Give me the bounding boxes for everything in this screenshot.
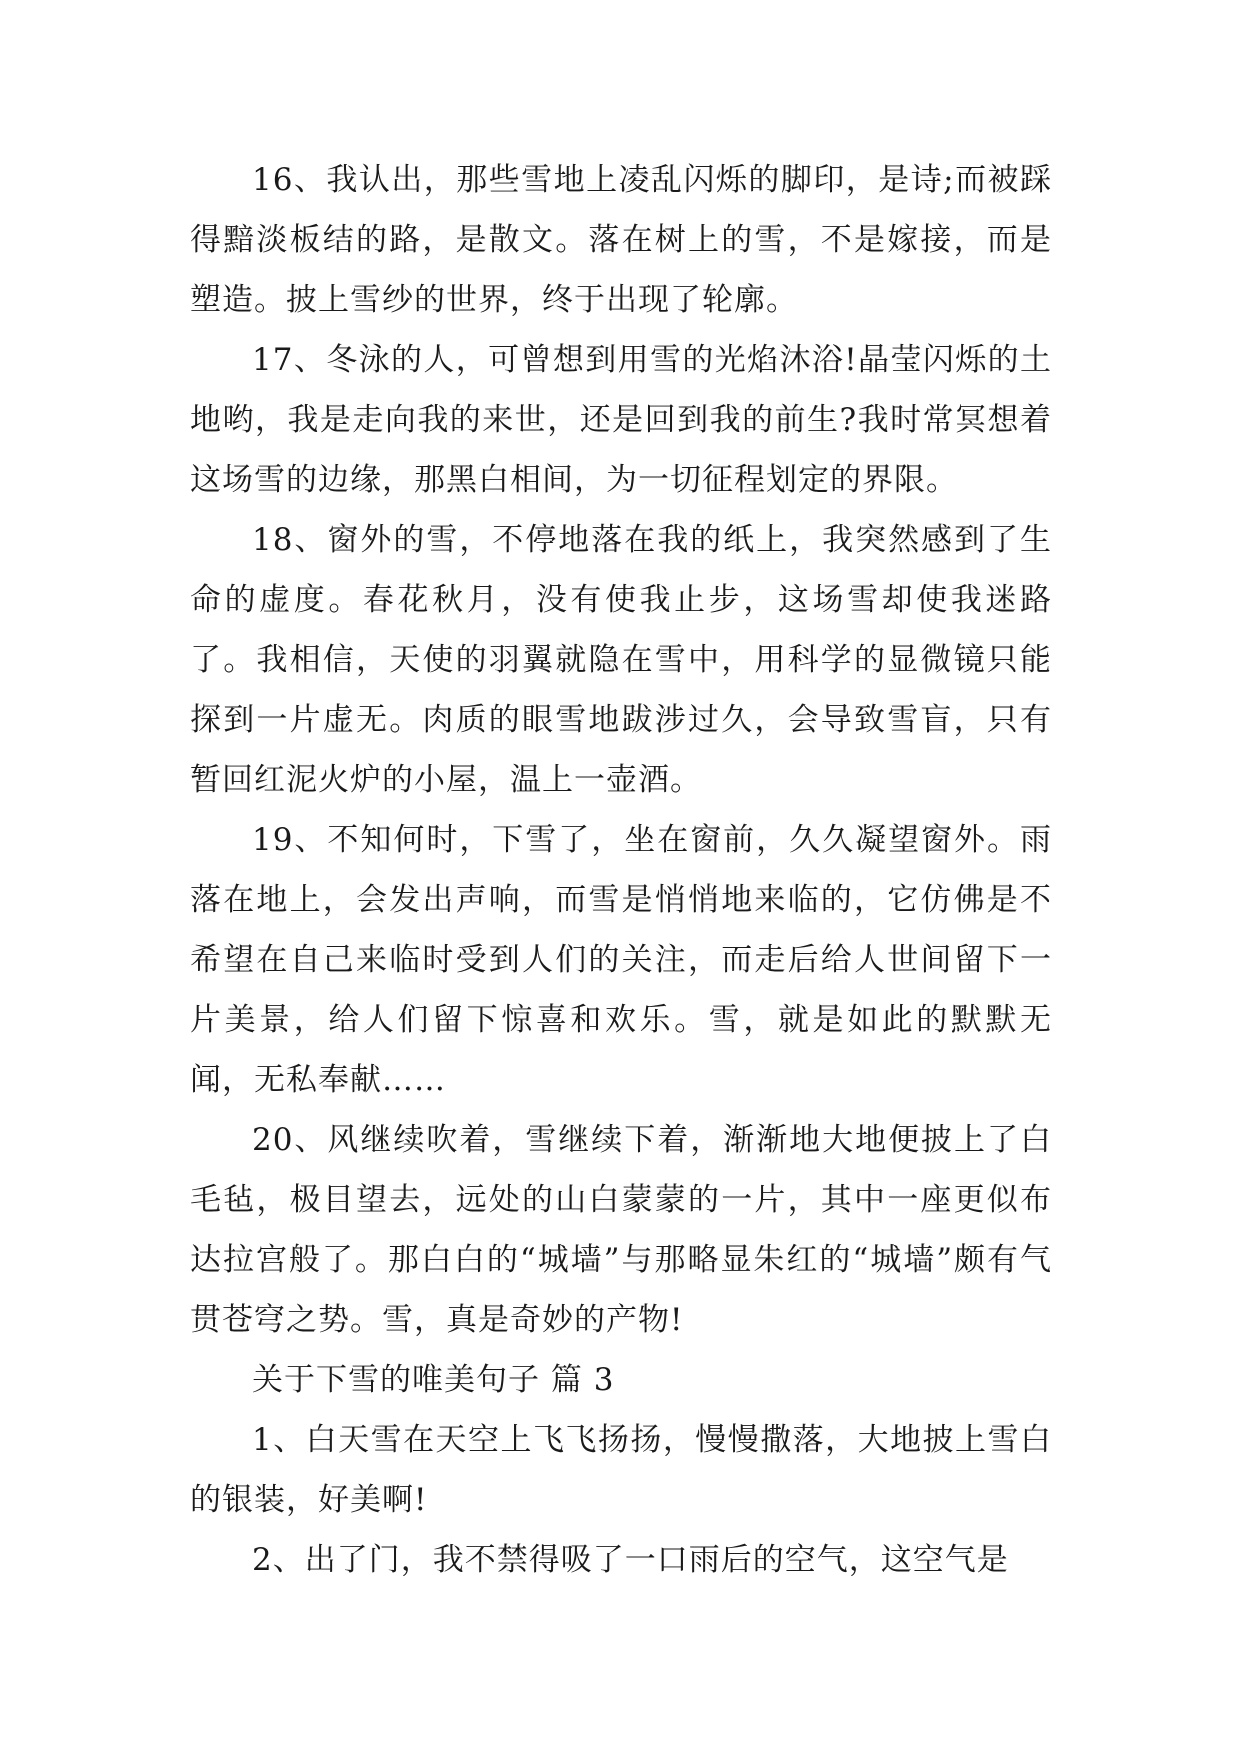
section-paragraph-2: 2、出了门，我不禁得吸了一口雨后的空气，这空气是 (252, 1542, 1009, 1578)
section-heading: 关于下雪的唯美句子 篇 3 (252, 1362, 615, 1398)
paragraph-19: 19、不知何时，下雪了，坐在窗前，久久凝望窗外。雨落在地上，会发出声响，而雪是悄悄地来临的，它仿佛是不希望在自己来临时受到人们的关注，而走后给人世间留下一片美景，给人们留下惊喜和欢乐。雪，就是如此的默默无闻，无私奉献…… (190, 822, 1052, 1098)
paragraph-18: 18、窗外的雪，不停地落在我的纸上，我突然感到了生命的虚度。春花秋月，没有使我止步，这场雪却使我迷路了。我相信，天使的羽翼就隐在雪中，用科学的显微镜只能探到一片虚无。肉质的眼雪地跋涉过久，会导致雪盲，只有暂回红泥火炉的小屋，温上一壶酒。 (190, 522, 1052, 798)
paragraph-20: 20、风继续吹着，雪继续下着，渐渐地大地便披上了白毛毡，极目望去，远处的山白蒙蒙的一片，其中一座更似布达拉宫般了。那白白的“城墙”与那略显朱红的“城墙”颇有气贯苍穹之势。雪，真是奇妙的产物! (190, 1122, 1052, 1338)
paragraph-17: 17、冬泳的人，可曾想到用雪的光焰沐浴!晶莹闪烁的土地哟，我是走向我的来世，还是回到我的前生?我时常冥想着这场雪的边缘，那黑白相间，为一切征程划定的界限。 (190, 342, 1052, 498)
document-body (190, 150, 1052, 1590)
section-paragraph-1: 1、白天雪在天空上飞飞扬扬，慢慢撒落，大地披上雪白的银装，好美啊! (190, 1422, 1052, 1518)
paragraph-16: 16、我认出，那些雪地上凌乱闪烁的脚印，是诗;而被踩得黯淡板结的路，是散文。落在树上的雪，不是嫁接，而是塑造。披上雪纱的世界，终于出现了轮廓。 (190, 162, 1052, 318)
